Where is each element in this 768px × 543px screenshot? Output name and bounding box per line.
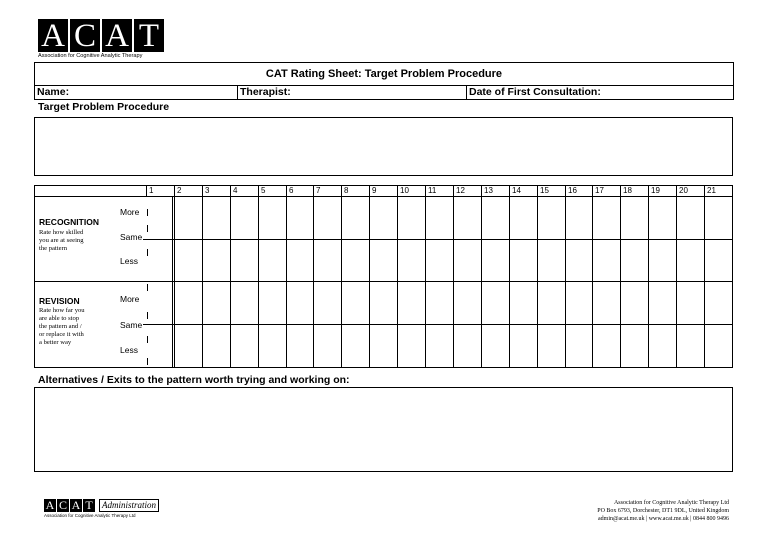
- recognition-description: Rate how skilled you are at seeing the pattern: [39, 229, 84, 252]
- scale-mid-line: [143, 239, 159, 240]
- column-number: 17: [595, 186, 604, 195]
- column-divider: [174, 186, 175, 367]
- footer-logo-letter: C: [58, 498, 67, 512]
- scale-tick: [147, 336, 148, 343]
- column-number: 4: [233, 186, 238, 195]
- row-divider: [159, 324, 732, 325]
- alternatives-entry-box[interactable]: [34, 387, 733, 472]
- column-divider: [202, 186, 203, 367]
- column-number: 1: [149, 186, 154, 195]
- column-number: 10: [400, 186, 409, 195]
- logo-letter: A: [38, 19, 68, 52]
- logo-letters: [38, 19, 166, 52]
- rating-grid: [34, 185, 733, 368]
- column-divider: [258, 186, 259, 367]
- column-divider: [648, 186, 649, 367]
- column-divider: [453, 186, 454, 367]
- revision-more-label: More: [120, 294, 140, 304]
- recognition-same-label: Same: [120, 232, 143, 242]
- tpp-heading: Target Problem Procedure: [38, 101, 170, 113]
- footer-org-name: Association for Cognitive Analytic Therapy Ltd: [613, 500, 729, 506]
- name-field[interactable]: Name:: [37, 86, 70, 98]
- column-divider: [369, 186, 370, 367]
- column-number: 14: [512, 186, 521, 195]
- footer-logo-letter: T: [83, 499, 95, 512]
- column-number: 7: [316, 186, 321, 195]
- column-number: 13: [484, 186, 493, 195]
- scale-tick: [147, 312, 148, 319]
- scale-tick: [147, 209, 148, 216]
- footer-logo-letter: A: [71, 498, 81, 512]
- scale-tick: [147, 249, 148, 256]
- scale-tick: [147, 284, 148, 291]
- scale-tick: [147, 225, 148, 232]
- column-divider: [509, 186, 510, 367]
- scale-mid-line: [143, 324, 159, 325]
- footer-logo-letter: A: [45, 498, 55, 512]
- footer-address: [597, 499, 729, 523]
- column-number: 20: [679, 186, 688, 195]
- therapist-field[interactable]: Therapist:: [240, 86, 291, 98]
- column-number: 16: [568, 186, 577, 195]
- revision-less-label: Less: [120, 345, 138, 355]
- date-field[interactable]: Date of First Consultation:: [469, 86, 601, 98]
- section-divider: [35, 281, 732, 282]
- tpp-entry-box[interactable]: [34, 117, 733, 176]
- column-number: 21: [707, 186, 716, 195]
- logo-letter: C: [70, 19, 100, 52]
- recognition-less-label: Less: [120, 256, 138, 266]
- column-number: 9: [372, 186, 377, 195]
- column-divider: [481, 186, 482, 367]
- column-divider: [620, 186, 621, 367]
- footer-logo: [44, 499, 159, 518]
- logo-letter: T: [134, 19, 164, 52]
- column-number: 18: [623, 186, 632, 195]
- column-divider: [676, 186, 677, 367]
- data-area-border: [172, 196, 173, 367]
- column-divider: [286, 186, 287, 367]
- row-divider: [159, 239, 732, 240]
- column-divider: [537, 186, 538, 367]
- column-number: 15: [540, 186, 549, 195]
- header-divider: [35, 196, 732, 197]
- column-number: 8: [344, 186, 349, 195]
- recognition-more-label: More: [120, 207, 140, 217]
- column-number: 11: [428, 186, 437, 195]
- alternatives-heading: Alternatives / Exits to the pattern worth trying and working on:: [38, 374, 350, 386]
- info-row: [34, 85, 734, 100]
- column-number: 2: [177, 186, 182, 195]
- logo-letter: A: [102, 19, 132, 52]
- column-divider: [397, 186, 398, 367]
- logo-subtitle: Association for Cognitive Analytic Therapy: [38, 53, 143, 59]
- column-number: 19: [651, 186, 660, 195]
- column-divider: [704, 186, 705, 367]
- revision-same-label: Same: [120, 320, 143, 330]
- footer-logo-admin: Administration: [99, 499, 159, 512]
- revision-description: Rate how far you are able to stop the pattern and / or replace it with a better way: [39, 307, 85, 346]
- footer-logo-subtitle: Association for Cognitive Analytic Therapy Ltd: [44, 513, 136, 518]
- column-divider: [341, 186, 342, 367]
- column-number: 3: [205, 186, 210, 195]
- sheet-title: CAT Rating Sheet: Target Problem Procedure: [34, 62, 734, 86]
- column-divider: [565, 186, 566, 367]
- revision-title: REVISION: [39, 296, 80, 306]
- column-divider: [592, 186, 593, 367]
- recognition-title: RECOGNITION: [39, 217, 99, 227]
- column-divider: [425, 186, 426, 367]
- column-divider: [313, 186, 314, 367]
- scale-tick: [147, 358, 148, 365]
- column-number: 6: [289, 186, 294, 195]
- acat-logo: [38, 19, 166, 59]
- footer-contact: admin@acat.me.uk | www.acat.me.uk | 0844 800 9496: [597, 516, 729, 522]
- column-number: 12: [456, 186, 465, 195]
- column-number: 5: [261, 186, 266, 195]
- footer-postal-address: PO Box 6793, Dorchester, DT1 9DL, United Kingdom: [597, 508, 729, 514]
- column-divider: [230, 186, 231, 367]
